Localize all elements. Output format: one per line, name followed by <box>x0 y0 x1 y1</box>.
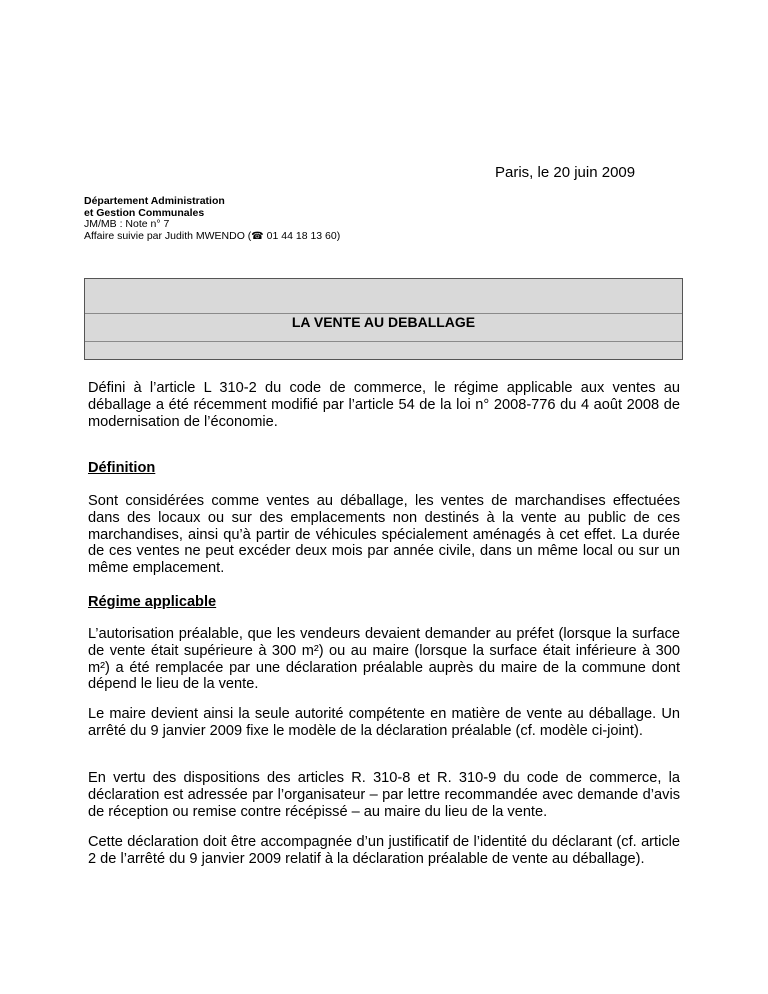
phone-number: 01 44 18 13 60) <box>263 229 341 242</box>
section-heading-regime: Régime applicable <box>88 594 217 610</box>
regime-paragraph-1: L’autorisation préalable, que les vendeurs devaient demander au préfet (lorsque la surface de vente était supérieure à 300 m²) ou au maire (lorsque la surface était inférieure à 300 m²) a été remplacée par une déclaration préalable auprès du maire de la commune dont dépend le lieu de la vente. <box>88 626 680 693</box>
document-title: LA VENTE AU DEBALLAGE <box>291 314 476 330</box>
department-line-2: et Gestion Communales <box>84 206 205 219</box>
follow-up-prefix: Affaire suivie par Judith MWENDO ( <box>84 229 252 242</box>
regime-paragraph-4: Cette déclaration doit être accompagnée d’un justificatif de l’identité du déclarant (cf. article 2 de l’arrêté du 9 janvier 2009 relatif à la déclaration préalable de vente au déballage). <box>88 834 680 867</box>
follow-up-line <box>84 231 340 243</box>
note-reference: JM/MB : Note n° 7 <box>84 218 170 230</box>
title-box <box>84 278 683 360</box>
intro-paragraph: Défini à l’article L 310-2 du code de commerce, le régime applicable aux ventes au déballage a été récemment modifié par l’article 54 de la loi n° 2008-776 du 4 août 2008 de modernisation de l’économie. <box>88 380 680 430</box>
section-heading-definition: Définition <box>88 460 156 476</box>
title-box-rule-bottom <box>85 341 682 342</box>
phone-icon: ☎ <box>251 230 264 242</box>
regime-paragraph-3: En vertu des dispositions des articles R. 310-8 et R. 310-9 du code de commerce, la déclaration est adressée par l’organisateur – par lettre recommandée avec demande d’avis de réception ou remise contre récépissé – au maire du lieu de la vente. <box>88 770 680 820</box>
date-line: Paris, le 20 juin 2009 <box>495 164 636 181</box>
department-line-1: Département Administration <box>84 195 225 207</box>
definition-paragraph: Sont considérées comme ventes au déballage, les ventes de marchandises effectuées dans des locaux ou sur des emplacements non destinés à la vente au public de ces marchandises, ainsi qu’à partir de véhicules spécialement aménagés à cet effet. La durée de ces ventes ne peut excéder deux mois par année civile, dans un même local ou sur un même emplacement. <box>88 493 680 577</box>
sender-block <box>84 196 340 242</box>
regime-paragraph-2: Le maire devient ainsi la seule autorité compétente en matière de vente au déballage. Un arrêté du 9 janvier 2009 fixe le modèle de la déclaration préalable (cf. modèle ci-joint). <box>88 706 680 739</box>
